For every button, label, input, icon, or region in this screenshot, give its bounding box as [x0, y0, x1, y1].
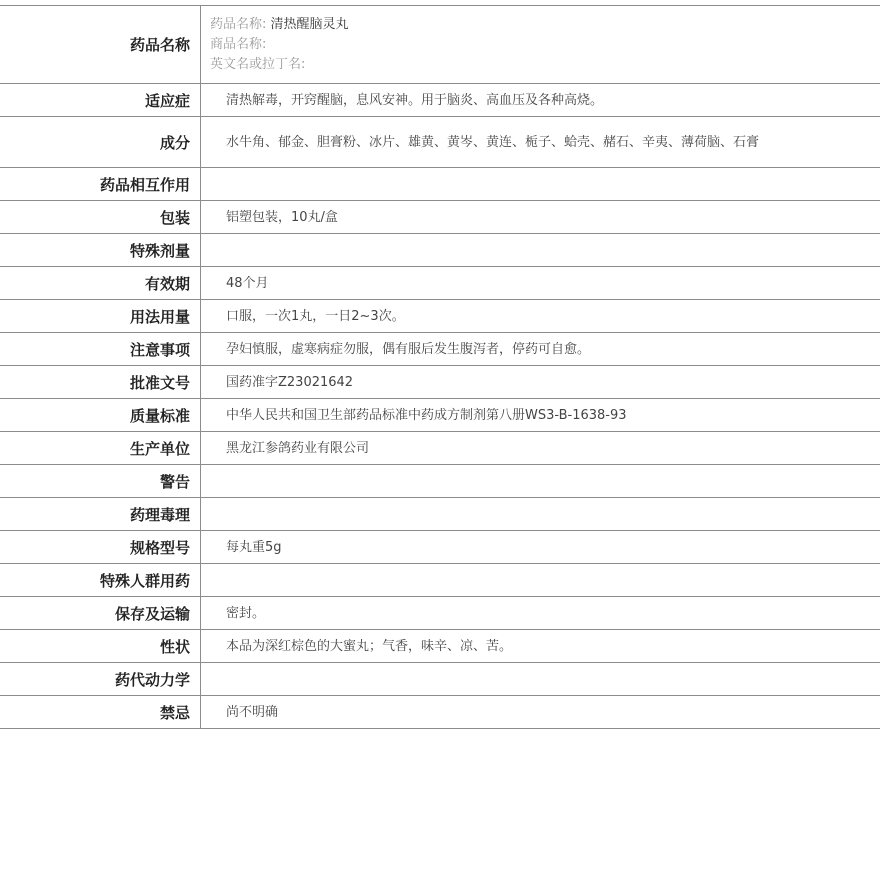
row-value: 铝塑包装，10丸/盒 — [201, 201, 880, 234]
row-value: 黑龙江参鸽药业有限公司 — [201, 432, 880, 465]
trade-name-label: 商品名称: — [210, 36, 267, 52]
table-row-indications — [0, 84, 880, 117]
row-value — [201, 498, 880, 531]
table-row-pharmacokinetics — [0, 663, 880, 696]
table-row-precautions — [0, 333, 880, 366]
row-value: 密封。 — [201, 597, 880, 630]
row-label: 性状 — [0, 630, 201, 663]
row-label: 生产单位 — [0, 432, 201, 465]
row-value: 48个月 — [201, 267, 880, 300]
table-row-manufacturer — [0, 432, 880, 465]
table-row-storage — [0, 597, 880, 630]
row-label: 适应症 — [0, 84, 201, 117]
row-value — [201, 168, 880, 201]
row-value: 国药准字Z23021642 — [201, 366, 880, 399]
row-label: 批准文号 — [0, 366, 201, 399]
generic-name-value: 清热醒脑灵丸 — [270, 16, 349, 32]
row-value — [201, 564, 880, 597]
row-label: 禁忌 — [0, 696, 201, 729]
row-value — [201, 465, 880, 498]
table-row-name — [0, 6, 880, 84]
row-label: 警告 — [0, 465, 201, 498]
table-row-warning — [0, 465, 880, 498]
row-label: 有效期 — [0, 267, 201, 300]
table-row-quality-standard — [0, 399, 880, 432]
row-value: 孕妇慎服，虚寒病症勿服，偶有服后发生腹泻者，停药可自愈。 — [201, 333, 880, 366]
table-row-contraindications — [0, 696, 880, 729]
row-value: 口服，一次1丸，一日2~3次。 — [201, 300, 880, 333]
row-label: 成分 — [0, 117, 201, 168]
row-value — [201, 663, 880, 696]
table-row-interactions — [0, 168, 880, 201]
table-row-pharmacology — [0, 498, 880, 531]
row-label: 药理毒理 — [0, 498, 201, 531]
generic-name-line — [210, 15, 880, 35]
drug-spec-sheet — [0, 5, 880, 729]
row-value: 尚不明确 — [201, 696, 880, 729]
table-row-packaging — [0, 201, 880, 234]
english-name-line — [210, 55, 880, 75]
table-row-approval-number — [0, 366, 880, 399]
english-name-label: 英文名或拉丁名: — [210, 56, 306, 72]
row-label: 特殊剂量 — [0, 234, 201, 267]
row-label: 质量标准 — [0, 399, 201, 432]
row-value: 清热解毒，开窍醒脑，息风安神。用于脑炎、高血压及各种高烧。 — [201, 84, 880, 117]
name-label: 药品名称 — [0, 6, 201, 84]
table-row-special-populations — [0, 564, 880, 597]
table-row-usage — [0, 300, 880, 333]
row-value: 每丸重5g — [201, 531, 880, 564]
row-value — [201, 234, 880, 267]
row-label: 药代动力学 — [0, 663, 201, 696]
drug-spec-table — [0, 5, 880, 729]
row-value: 水牛角、郁金、胆膏粉、冰片、雄黄、黄岑、黄连、栀子、蛤壳、赭石、辛夷、薄荷脑、石膏 — [201, 117, 880, 168]
row-label: 注意事项 — [0, 333, 201, 366]
row-value: 中华人民共和国卫生部药品标准中药成方制剂第八册WS3-B-1638-93 — [201, 399, 880, 432]
table-row-special-dosage — [0, 234, 880, 267]
row-label: 用法用量 — [0, 300, 201, 333]
name-value-cell — [201, 6, 880, 84]
row-label: 规格型号 — [0, 531, 201, 564]
row-label: 保存及运输 — [0, 597, 201, 630]
row-value: 本品为深红棕色的大蜜丸；气香，味辛、凉、苦。 — [201, 630, 880, 663]
trade-name-line — [210, 35, 880, 55]
row-label: 药品相互作用 — [0, 168, 201, 201]
table-row-description — [0, 630, 880, 663]
table-row-shelf-life — [0, 267, 880, 300]
table-row-ingredients — [0, 117, 880, 168]
row-label: 包装 — [0, 201, 201, 234]
table-row-specification — [0, 531, 880, 564]
row-label: 特殊人群用药 — [0, 564, 201, 597]
generic-name-label: 药品名称: — [210, 16, 267, 32]
